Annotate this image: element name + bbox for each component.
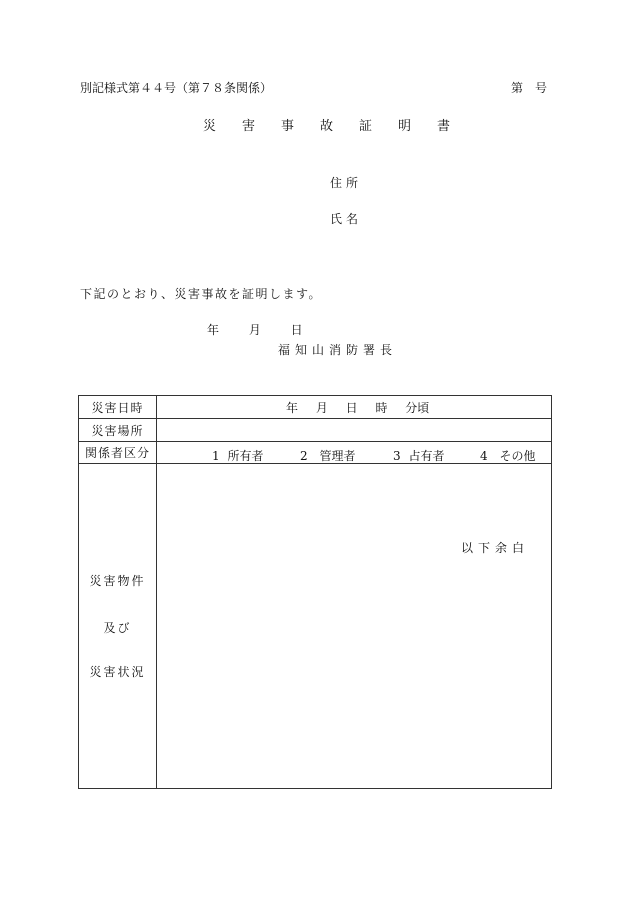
remainder-blank-note: 以下余白: [461, 541, 530, 555]
disaster-status-label: 災害状況: [89, 665, 146, 679]
table-row-divider: [79, 441, 551, 442]
name-label: 氏名: [330, 212, 363, 226]
party-option-owner: 1 所有者: [212, 449, 264, 463]
party-option-occupant: 3 占有者: [393, 449, 445, 463]
disaster-datetime-field: 年 月 日 時 分頃: [286, 401, 430, 415]
table-column-divider: [156, 396, 157, 788]
issue-date-line: 年 月 日: [207, 323, 303, 337]
document-title: 災害事故証明書: [203, 119, 477, 134]
party-category-label: 関係者区分: [84, 446, 150, 460]
damaged-property-label: 災害物件: [89, 574, 146, 588]
certificate-table: [78, 395, 552, 789]
disaster-location-label: 災害場所: [91, 424, 144, 438]
disaster-datetime-label: 災害日時: [91, 401, 144, 415]
party-option-other: 4 その他: [480, 449, 536, 463]
certification-statement: 下記のとおり、災害事故を証明します。: [80, 287, 323, 301]
and-label: 及び: [103, 621, 132, 635]
party-option-manager: 2 管理者: [300, 449, 356, 463]
document-number: 第 号: [511, 81, 548, 95]
form-number: 別記様式第４４号（第７８条関係）: [80, 81, 273, 95]
table-row-divider: [79, 418, 551, 419]
issuer-name: 福知山消防署長: [278, 343, 398, 357]
address-label: 住所: [330, 176, 363, 190]
